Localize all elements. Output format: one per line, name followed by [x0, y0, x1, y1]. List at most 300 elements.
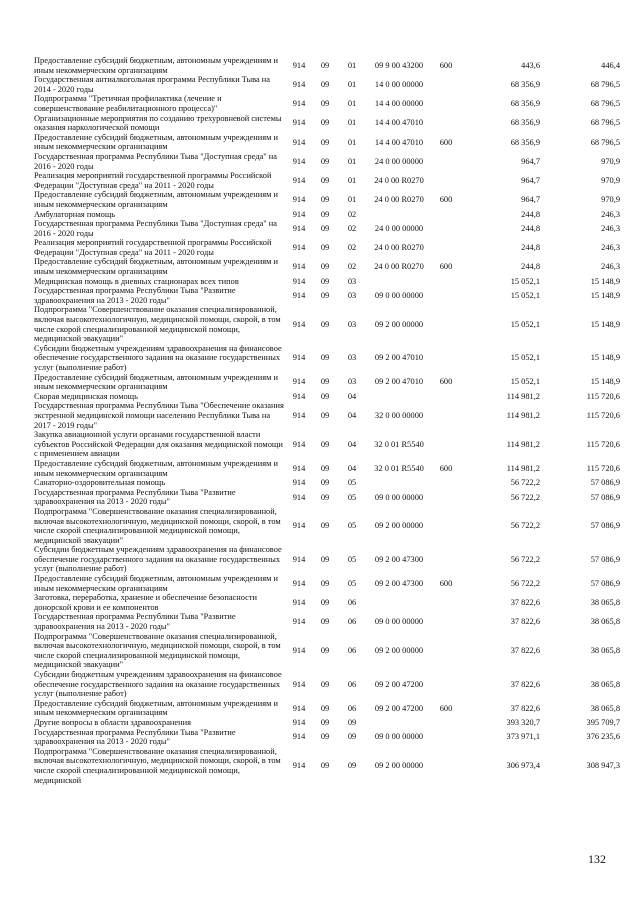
row-rz: 09 — [320, 598, 330, 608]
table-row — [34, 133, 620, 152]
row-ved: 914 — [292, 209, 306, 219]
row-sum-1: 373 971,1 — [506, 732, 540, 742]
row-sum-2: 115 720,6 — [586, 463, 620, 473]
row-csr: 09 0 00 00000 — [374, 291, 424, 301]
row-ved: 914 — [292, 262, 306, 272]
row-pr: 01 — [347, 60, 357, 70]
row-vr — [432, 488, 460, 507]
row-ved: 914 — [292, 291, 306, 301]
row-vr — [432, 305, 460, 343]
table-row — [34, 56, 620, 75]
table-row — [34, 286, 620, 305]
row-sum-1: 37 822,6 — [510, 703, 540, 713]
row-ved: 914 — [292, 60, 306, 70]
row-sum-1: 964,7 — [521, 175, 540, 185]
row-sum-1: 56 722,2 — [510, 478, 540, 488]
row-sum-1: 114 981,2 — [506, 439, 540, 449]
row-sum-1: 56 722,2 — [510, 492, 540, 502]
row-rz: 09 — [320, 353, 330, 363]
row-pr: 01 — [347, 137, 357, 147]
table-row — [34, 305, 620, 343]
row-name: Государственная антиалкогольная программа Республики Тыва на 2014 - 2020 годы — [34, 75, 270, 94]
row-csr: 09 2 00 00000 — [374, 761, 424, 771]
row-rz: 09 — [320, 243, 330, 253]
row-sum-2: 970,9 — [601, 195, 620, 205]
table-row — [34, 718, 620, 728]
row-ved: 914 — [292, 99, 306, 109]
table-row — [34, 545, 620, 574]
row-csr: 24 0 00 R0270 — [374, 195, 424, 205]
row-name: Предоставление субсидий бюджетным, автономным учреждениям и иным некоммерческим организациям — [34, 56, 278, 75]
row-rz: 09 — [320, 118, 330, 128]
row-rz: 09 — [320, 578, 330, 588]
row-rz: 09 — [320, 617, 330, 627]
row-name: Предоставление субсидий бюджетным, автономным учреждениям и иным некоммерческим организациям — [34, 574, 278, 593]
row-vr — [432, 545, 460, 574]
budget-table — [34, 56, 620, 785]
row-vr — [432, 277, 460, 287]
row-rz: 09 — [320, 223, 330, 233]
row-csr: 24 0 00 R0270 — [374, 243, 424, 253]
row-sum-1: 37 822,6 — [510, 598, 540, 608]
row-ved: 914 — [292, 79, 306, 89]
row-csr: 32 0 01 R5540 — [374, 439, 424, 449]
row-rz: 09 — [320, 391, 330, 401]
row-vr — [432, 171, 460, 190]
row-name: Медицинская помощь в дневных стационарах всех типов — [34, 276, 239, 286]
row-name: Подпрограмма "Совершенствование оказания специализированной, включая высокотехнологичную, медицинской помощи, скорой, в том числе скорой специализированной медицинской помощи, медицинской эвакуации" — [34, 305, 281, 344]
row-rz: 09 — [320, 175, 330, 185]
row-vr — [432, 238, 460, 257]
row-sum-1: 443,6 — [521, 60, 540, 70]
table-row — [34, 75, 620, 94]
row-pr: 06 — [347, 617, 357, 627]
row-pr: 04 — [347, 391, 357, 401]
row-rz: 09 — [320, 439, 330, 449]
row-pr: 01 — [347, 195, 357, 205]
row-csr: 09 9 00 43200 — [374, 60, 424, 70]
row-pr: 02 — [347, 262, 357, 272]
row-vr — [432, 219, 460, 238]
row-name: Государственная программа Республики Тыва "Развитие здравоохранения на 2013 - 2020 годы" — [34, 286, 236, 305]
row-rz: 09 — [320, 60, 330, 70]
row-sum-2: 15 148,9 — [590, 377, 620, 387]
row-ved: 914 — [292, 617, 306, 627]
row-ved: 914 — [292, 319, 306, 329]
table-row — [34, 593, 620, 612]
table-body — [34, 56, 620, 785]
row-sum-1: 56 722,2 — [510, 578, 540, 588]
table-row — [34, 210, 620, 220]
row-name: Государственная программа Республики Тыва "Развитие здравоохранения на 2013 - 2020 годы" — [34, 612, 236, 632]
row-name: Субсидии бюджетным учреждениям здравоохранения на финансовое обеспечение государственного задания на оказание государственных услуг (выполнение работ) — [34, 343, 282, 372]
row-vr: 600 — [439, 703, 453, 713]
table-row — [34, 574, 620, 593]
row-sum-2: 246,3 — [601, 243, 620, 253]
row-vr — [432, 478, 460, 488]
row-sum-2: 115 720,6 — [586, 439, 620, 449]
row-vr: 600 — [439, 463, 453, 473]
row-name: Заготовка, переработка, хранение и обеспечение безопасности донорской крови и ее компонентов — [34, 593, 257, 612]
row-name: Предоставление субсидий бюджетным, автономным учреждениям и иным некоммерческим организациям — [34, 132, 278, 152]
row-rz: 09 — [320, 492, 330, 502]
row-vr — [432, 593, 460, 612]
table-row — [34, 219, 620, 238]
row-rz: 09 — [320, 646, 330, 656]
row-vr — [432, 286, 460, 305]
row-name: Государственная программа Республики Тыва "Развитие здравоохранения на 2013 - 2020 годы" — [34, 487, 236, 507]
table-row — [34, 171, 620, 190]
row-vr — [432, 670, 460, 699]
row-sum-2: 15 148,9 — [590, 353, 620, 363]
row-vr: 600 — [439, 377, 453, 387]
row-pr: 01 — [347, 156, 357, 166]
table-row — [34, 430, 620, 459]
row-csr — [366, 593, 432, 612]
row-sum-1: 37 822,6 — [510, 679, 540, 689]
row-rz: 09 — [320, 156, 330, 166]
row-vr — [432, 718, 460, 728]
row-ved: 914 — [292, 195, 306, 205]
row-csr: 09 2 00 00000 — [374, 646, 424, 656]
row-csr: 09 2 00 47010 — [374, 377, 424, 387]
row-ved: 914 — [292, 521, 306, 531]
table-row — [34, 488, 620, 507]
row-pr: 03 — [347, 276, 357, 286]
row-sum-2: 38 065,8 — [590, 646, 620, 656]
row-rz: 09 — [320, 521, 330, 531]
row-csr: 14 4 00 00000 — [374, 99, 424, 109]
row-ved: 914 — [292, 118, 306, 128]
row-pr: 03 — [347, 353, 357, 363]
row-sum-1: 68 356,9 — [510, 79, 540, 89]
row-ved: 914 — [292, 175, 306, 185]
row-csr: 14 4 00 47010 — [374, 118, 424, 128]
row-ved: 914 — [292, 732, 306, 742]
row-vr — [432, 392, 460, 402]
row-csr — [366, 210, 432, 220]
row-ved: 914 — [292, 377, 306, 387]
row-rz: 09 — [320, 761, 330, 771]
row-pr: 09 — [347, 717, 357, 727]
row-pr: 01 — [347, 118, 357, 128]
row-csr: 09 2 00 47200 — [374, 703, 424, 713]
row-ved: 914 — [292, 276, 306, 286]
row-sum-2: 38 065,8 — [590, 703, 620, 713]
row-name: Государственная программа Республики Тыва "Доступная среда" на 2016 - 2020 годы — [34, 219, 278, 238]
row-csr — [366, 392, 432, 402]
row-rz: 09 — [320, 410, 330, 420]
row-ved: 914 — [292, 478, 306, 488]
row-sum-2: 246,3 — [601, 209, 620, 219]
row-pr: 01 — [347, 99, 357, 109]
row-sum-1: 68 356,9 — [510, 137, 540, 147]
row-name: Другие вопросы в области здравоохранения — [34, 717, 191, 727]
row-vr: 600 — [439, 195, 453, 205]
row-name: Субсидии бюджетным учреждениям здравоохранения на финансовое обеспечение государственного задания на оказание государственных услуг (выполнение работ) — [34, 545, 282, 574]
row-sum-1: 306 973,4 — [506, 761, 540, 771]
row-name: Организационные мероприятия по созданию трехуровневой системы оказания наркологической помощи — [34, 113, 282, 133]
row-sum-2: 446,4 — [601, 60, 620, 70]
table-row — [34, 277, 620, 287]
row-ved: 914 — [292, 554, 306, 564]
row-sum-2: 15 148,9 — [590, 291, 620, 301]
row-vr: 600 — [439, 60, 453, 70]
row-rz: 09 — [320, 377, 330, 387]
table-row — [34, 190, 620, 209]
table-row — [34, 507, 620, 545]
row-rz: 09 — [320, 79, 330, 89]
row-rz: 09 — [320, 99, 330, 109]
table-row — [34, 747, 620, 785]
table-row — [34, 114, 620, 133]
row-pr: 01 — [347, 79, 357, 89]
row-pr: 02 — [347, 209, 357, 219]
row-name: Субсидии бюджетным учреждениям здравоохранения на финансовое обеспечение государственного задания на оказание государственных услуг (выполнение работ) — [34, 670, 282, 699]
row-csr: 09 0 00 00000 — [374, 617, 424, 627]
row-sum-2: 246,3 — [601, 262, 620, 272]
row-vr — [432, 612, 460, 631]
row-vr — [432, 401, 460, 430]
row-sum-1: 56 722,2 — [510, 521, 540, 531]
row-sum-1: 15 052,1 — [510, 319, 540, 329]
row-pr: 06 — [347, 679, 357, 689]
row-sum-2: 68 796,5 — [590, 137, 620, 147]
row-name: Подпрограмма "Совершенствование оказания специализированной, включая высокотехнологичную, медицинской помощи, скорой, в том числе скорой специализированной медицинской помощи, медицинской эвакуации" — [34, 506, 281, 545]
row-sum-2: 115 720,6 — [586, 410, 620, 420]
row-sum-2: 308 947,3 — [586, 761, 620, 771]
row-pr: 02 — [347, 243, 357, 253]
row-vr — [432, 94, 460, 113]
row-name: Государственная программа Республики Тыва "Обеспечение оказания экстренной медицинской помощи населению Республики Тыва на 2017 - 2019 годы" — [34, 401, 284, 430]
row-sum-2: 376 235,6 — [586, 732, 620, 742]
row-sum-2: 68 796,5 — [590, 118, 620, 128]
row-sum-1: 393 320,7 — [506, 717, 540, 727]
row-csr: 09 0 00 00000 — [374, 492, 424, 502]
row-csr: 09 2 00 47010 — [374, 353, 424, 363]
row-name: Предоставление субсидий бюджетным, автономным учреждениям и иным некоммерческим организациям — [34, 190, 278, 209]
row-pr: 03 — [347, 377, 357, 387]
row-sum-2: 246,3 — [601, 223, 620, 233]
row-sum-2: 57 086,9 — [590, 578, 620, 588]
table-row — [34, 94, 620, 113]
table-row — [34, 152, 620, 171]
row-vr — [432, 747, 460, 785]
row-sum-1: 68 356,9 — [510, 118, 540, 128]
row-pr: 01 — [347, 175, 357, 185]
row-ved: 914 — [292, 646, 306, 656]
row-sum-2: 38 065,8 — [590, 598, 620, 608]
row-sum-1: 114 981,2 — [506, 410, 540, 420]
row-rz: 09 — [320, 703, 330, 713]
row-vr — [432, 344, 460, 373]
row-name: Реализация мероприятий государственной программы Российской Федерации "Доступная среда" на 2011 - 2020 годы — [34, 238, 272, 257]
table-row — [34, 373, 620, 392]
row-rz: 09 — [320, 732, 330, 742]
row-name: Санаторно-оздоровительная помощь — [34, 478, 166, 488]
row-sum-1: 114 981,2 — [506, 463, 540, 473]
row-sum-2: 15 148,9 — [590, 319, 620, 329]
row-sum-2: 68 796,5 — [590, 99, 620, 109]
row-ved: 914 — [292, 410, 306, 420]
row-pr: 05 — [347, 478, 357, 488]
row-sum-1: 56 722,2 — [510, 554, 540, 564]
row-vr — [432, 728, 460, 747]
row-rz: 09 — [320, 554, 330, 564]
row-sum-1: 244,8 — [521, 223, 540, 233]
row-vr — [432, 152, 460, 171]
row-name: Государственная программа Республики Тыва "Доступная среда" на 2016 - 2020 годы — [34, 151, 278, 171]
row-csr: 32 0 01 R5540 — [374, 463, 424, 473]
row-ved: 914 — [292, 137, 306, 147]
row-rz: 09 — [320, 679, 330, 689]
row-pr: 06 — [347, 646, 357, 656]
row-name: Реализация мероприятий государственной программы Российской Федерации "Доступная среда" на 2011 - 2020 годы — [34, 171, 272, 190]
row-ved: 914 — [292, 463, 306, 473]
row-ved: 914 — [292, 439, 306, 449]
row-csr: 09 2 00 00000 — [374, 521, 424, 531]
table-row — [34, 257, 620, 276]
row-vr — [432, 430, 460, 459]
row-vr — [432, 507, 460, 545]
row-sum-1: 964,7 — [521, 195, 540, 205]
row-pr: 04 — [347, 410, 357, 420]
row-vr — [432, 210, 460, 220]
row-sum-1: 964,7 — [521, 156, 540, 166]
row-sum-2: 68 796,5 — [590, 79, 620, 89]
row-pr: 09 — [347, 732, 357, 742]
table-row — [34, 459, 620, 478]
row-ved: 914 — [292, 717, 306, 727]
row-sum-2: 57 086,9 — [590, 521, 620, 531]
row-csr: 14 0 00 00000 — [374, 79, 424, 89]
row-ved: 914 — [292, 223, 306, 233]
row-name: Скорая медицинская помощь — [34, 391, 138, 401]
table-row — [34, 392, 620, 402]
row-pr: 04 — [347, 463, 357, 473]
row-pr: 05 — [347, 492, 357, 502]
row-ved: 914 — [292, 156, 306, 166]
row-name: Закупка авиационной услуги органами государственной власти субъектов Российской Федерации для оказания медицинской помощи с применением авиации — [34, 430, 283, 459]
row-pr: 09 — [347, 761, 357, 771]
row-ved: 914 — [292, 391, 306, 401]
row-pr: 03 — [347, 291, 357, 301]
row-ved: 914 — [292, 578, 306, 588]
row-pr: 06 — [347, 598, 357, 608]
row-vr: 600 — [439, 137, 453, 147]
row-sum-2: 115 720,6 — [586, 391, 620, 401]
table-row — [34, 632, 620, 670]
row-pr: 05 — [347, 521, 357, 531]
row-name: Государственная программа Республики Тыва "Развитие здравоохранения на 2013 - 2020 годы" — [34, 727, 236, 747]
row-sum-1: 244,8 — [521, 262, 540, 272]
row-name: Подпрограмма "Совершенствование оказания специализированной, включая высокотехнологичную, медицинской помощи, скорой, в том числе скорой специализированной медицинской помощи, медицинской эвакуации" — [34, 631, 281, 670]
row-csr — [366, 478, 432, 488]
row-pr: 02 — [347, 223, 357, 233]
row-csr — [366, 718, 432, 728]
page-number: 132 — [588, 852, 606, 866]
table-row — [34, 699, 620, 718]
row-name: Предоставление субсидий бюджетным, автономным учреждениям и иным некоммерческим организациям — [34, 257, 278, 277]
row-ved: 914 — [292, 243, 306, 253]
row-vr — [432, 632, 460, 670]
table-row — [34, 670, 620, 699]
row-rz: 09 — [320, 209, 330, 219]
row-vr — [432, 114, 460, 133]
row-name: Предоставление субсидий бюджетным, автономным учреждениям и иным некоммерческим организациям — [34, 372, 278, 392]
row-csr: 24 0 00 00000 — [374, 156, 424, 166]
row-csr: 09 0 00 00000 — [374, 732, 424, 742]
row-csr: 32 0 00 00000 — [374, 410, 424, 420]
row-sum-1: 244,8 — [521, 209, 540, 219]
row-rz: 09 — [320, 478, 330, 488]
row-sum-2: 57 086,9 — [590, 492, 620, 502]
row-rz: 09 — [320, 319, 330, 329]
row-csr: 09 2 00 47300 — [374, 554, 424, 564]
row-sum-2: 970,9 — [601, 175, 620, 185]
row-sum-1: 15 052,1 — [510, 353, 540, 363]
row-rz: 09 — [320, 463, 330, 473]
row-rz: 09 — [320, 137, 330, 147]
row-name: Подпрограмма "Третичная профилактика (лечение и совершенствование реабилитационного процесса)" — [34, 94, 222, 113]
table-row — [34, 238, 620, 257]
row-vr: 600 — [439, 578, 453, 588]
row-ved: 914 — [292, 353, 306, 363]
row-csr: 09 2 00 47300 — [374, 578, 424, 588]
row-sum-1: 37 822,6 — [510, 646, 540, 656]
row-sum-2: 970,9 — [601, 156, 620, 166]
row-csr — [366, 277, 432, 287]
row-ved: 914 — [292, 761, 306, 771]
row-csr: 24 0 00 R0270 — [374, 262, 424, 272]
row-name: Амбулаторная помощь — [34, 209, 116, 219]
row-sum-1: 244,8 — [521, 243, 540, 253]
row-pr: 05 — [347, 554, 357, 564]
row-rz: 09 — [320, 276, 330, 286]
row-name: Подпрограмма "Совершенствование оказания специализированной, включая высокотехнологичную, медицинской помощи, скорой, в том числе скорой специализированной медицинской помощи, медицинской — [34, 746, 281, 785]
row-rz: 09 — [320, 717, 330, 727]
row-sum-2: 15 148,9 — [590, 276, 620, 286]
table-row — [34, 478, 620, 488]
row-sum-2: 38 065,8 — [590, 679, 620, 689]
row-vr — [432, 75, 460, 94]
row-csr: 09 2 00 00000 — [374, 319, 424, 329]
row-rz: 09 — [320, 195, 330, 205]
table-row — [34, 344, 620, 373]
row-sum-2: 395 709,7 — [586, 717, 620, 727]
row-vr: 600 — [439, 262, 453, 272]
row-pr: 05 — [347, 578, 357, 588]
row-name: Предоставление субсидий бюджетным, автономным учреждениям и иным некоммерческим организациям — [34, 458, 278, 478]
row-ved: 914 — [292, 679, 306, 689]
row-pr: 04 — [347, 439, 357, 449]
row-csr: 14 4 00 47010 — [374, 137, 424, 147]
row-sum-2: 57 086,9 — [590, 554, 620, 564]
row-sum-1: 15 052,1 — [510, 291, 540, 301]
row-csr: 24 0 00 R0270 — [374, 175, 424, 185]
row-rz: 09 — [320, 262, 330, 272]
row-sum-2: 38 065,8 — [590, 617, 620, 627]
row-ved: 914 — [292, 598, 306, 608]
row-pr: 03 — [347, 319, 357, 329]
row-name: Предоставление субсидий бюджетным, автономным учреждениям и иным некоммерческим организациям — [34, 698, 278, 718]
row-sum-1: 15 052,1 — [510, 276, 540, 286]
row-sum-1: 68 356,9 — [510, 99, 540, 109]
row-ved: 914 — [292, 492, 306, 502]
row-csr: 24 0 00 00000 — [374, 223, 424, 233]
table-row — [34, 612, 620, 631]
row-sum-1: 15 052,1 — [510, 377, 540, 387]
